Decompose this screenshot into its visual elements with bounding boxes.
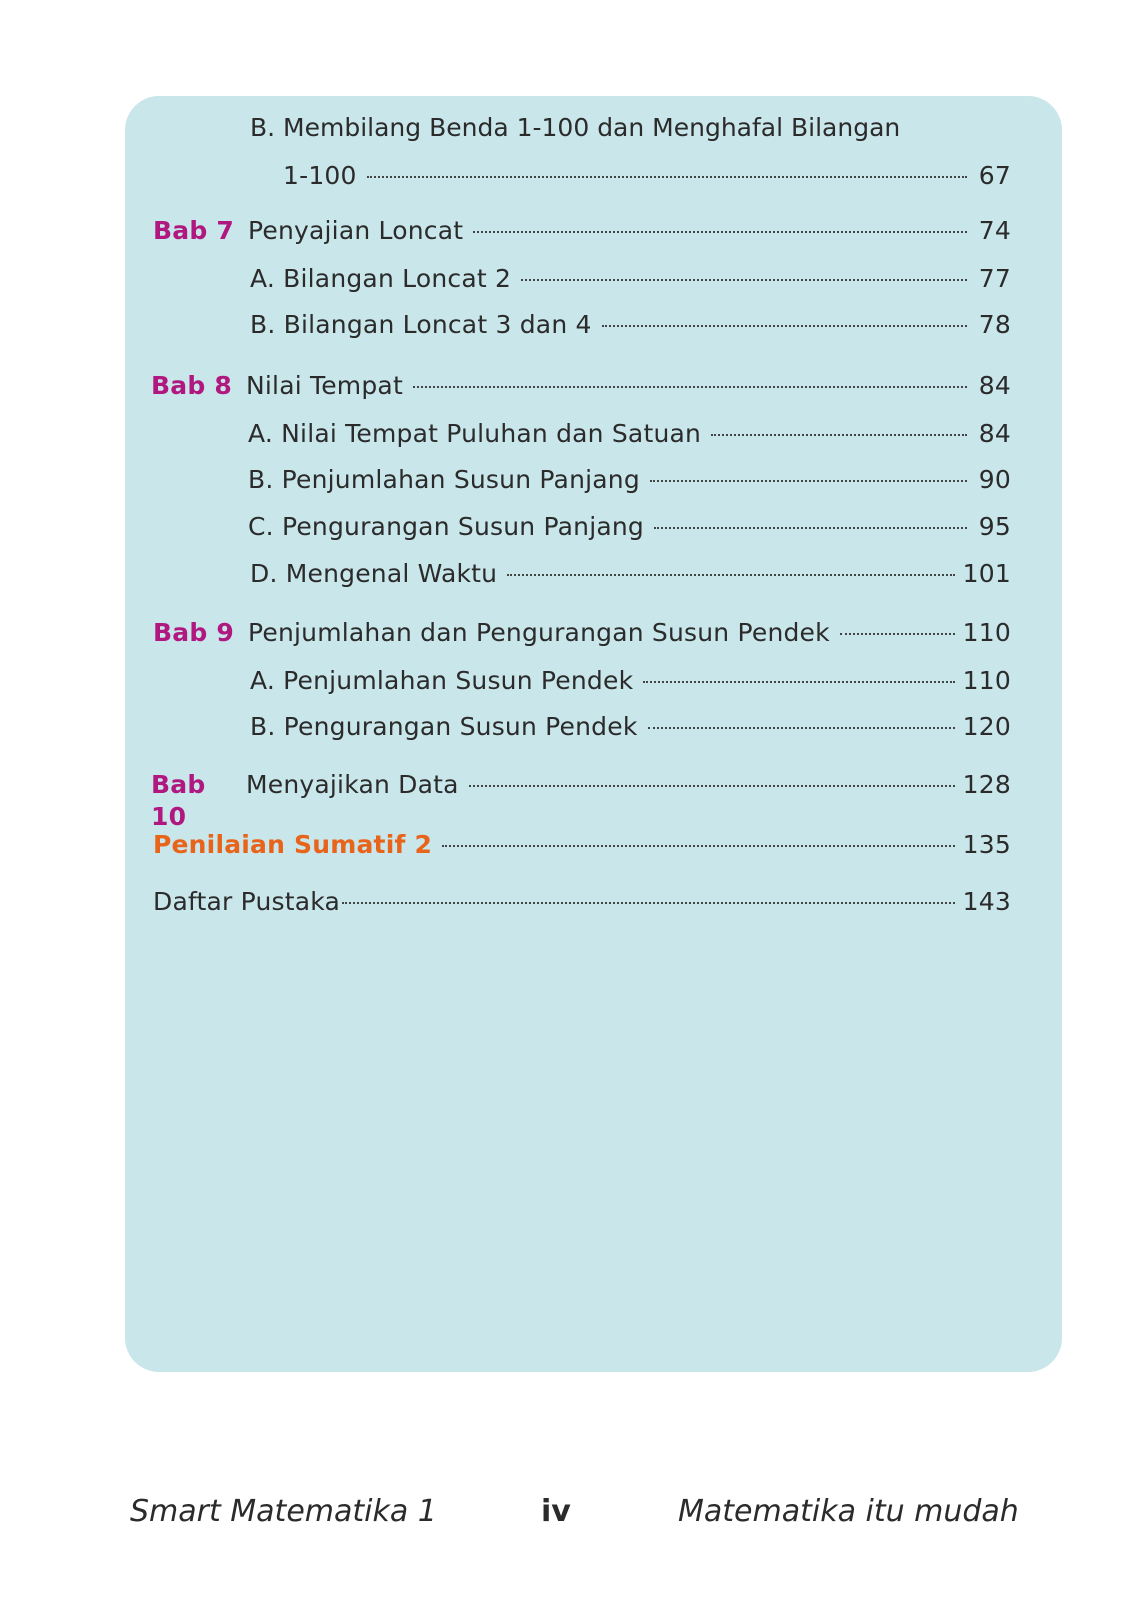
dot-leader — [711, 434, 967, 436]
toc-entry[interactable] — [248, 418, 1011, 450]
toc-entry-title: D. Mengenal Waktu — [250, 559, 498, 588]
toc-entry-title: A. Bilangan Loncat 2 — [250, 264, 512, 293]
toc-entry-title: B. Bilangan Loncat 3 dan 4 — [250, 310, 592, 339]
toc-chapter[interactable] — [153, 617, 1011, 649]
toc-page-number: 84 — [978, 371, 1011, 400]
footer-page-number: iv — [541, 1494, 571, 1529]
chapter-label: Bab 10 — [151, 770, 206, 831]
toc-entry-title: B. Penjumlahan Susun Panjang — [248, 465, 640, 494]
toc-entry[interactable] — [250, 711, 1011, 743]
toc-page-number: 74 — [978, 216, 1011, 245]
dot-leader — [650, 480, 967, 482]
toc-entry-b-membilang-line1: B. Membilang Benda 1-100 dan Menghafal Bilangan — [250, 113, 901, 142]
footer-book-title: Smart Matematika 1 — [130, 1494, 437, 1529]
dot-leader — [413, 386, 967, 388]
toc-page-number: 120 — [962, 712, 1011, 741]
toc-page-number: 67 — [978, 161, 1011, 190]
toc-page-number: 135 — [962, 830, 1011, 859]
toc-entry-title: B. Pengurangan Susun Pendek — [250, 712, 638, 741]
toc-page-number: 101 — [962, 559, 1011, 588]
dot-leader — [521, 279, 967, 281]
toc-bibliography[interactable] — [153, 886, 1011, 918]
toc-entry-title: Daftar Pustaka — [153, 887, 341, 916]
toc-page-number: 143 — [962, 887, 1011, 916]
toc-page-number: 95 — [978, 512, 1011, 541]
chapter-label: Bab 9 — [153, 618, 234, 647]
toc-entry-title: Penyajian Loncat — [248, 216, 464, 245]
footer-tagline: Matematika itu mudah — [678, 1494, 1019, 1529]
toc-page-number: 90 — [978, 465, 1011, 494]
toc-entry[interactable] — [250, 558, 1011, 590]
toc-chapter[interactable] — [153, 215, 1011, 247]
dot-leader — [469, 785, 955, 787]
toc-entry[interactable] — [283, 160, 1011, 192]
chapter-label: Bab 8 — [151, 371, 232, 400]
toc-entry[interactable] — [248, 464, 1011, 496]
toc-entry-title: A. Penjumlahan Susun Pendek — [250, 666, 634, 695]
toc-entry-title: Menyajikan Data — [246, 770, 459, 799]
toc-entry-title: A. Nilai Tempat Puluhan dan Satuan — [248, 419, 702, 448]
toc-page-number: 110 — [962, 618, 1011, 647]
toc-chapter[interactable] — [151, 769, 1011, 833]
toc-entry[interactable] — [250, 263, 1011, 295]
toc-page-number: 128 — [962, 770, 1011, 799]
dot-leader — [507, 574, 954, 576]
dot-leader — [473, 231, 967, 233]
toc-entry[interactable] — [250, 309, 1011, 341]
toc-entry-title: 1-100 — [283, 161, 357, 190]
toc-page-number: 77 — [978, 264, 1011, 293]
toc-chapter[interactable] — [151, 370, 1011, 402]
dot-leader — [367, 176, 967, 178]
toc-page-number: 110 — [962, 666, 1011, 695]
toc-entry[interactable] — [248, 511, 1011, 543]
toc-sumatif[interactable] — [153, 829, 1011, 861]
dot-leader — [840, 633, 955, 635]
toc-page-number: 84 — [978, 419, 1011, 448]
toc-entry-title: C. Pengurangan Susun Panjang — [248, 512, 644, 541]
chapter-label: Bab 7 — [153, 216, 234, 245]
dot-leader — [643, 681, 954, 683]
toc-entry-title: Penilaian Sumatif 2 — [153, 830, 433, 859]
dot-leader — [342, 902, 955, 904]
toc-entry[interactable] — [250, 665, 1011, 697]
dot-leader — [602, 325, 967, 327]
toc-page-number: 78 — [978, 310, 1011, 339]
dot-leader — [648, 727, 955, 729]
dot-leader — [654, 527, 967, 529]
toc-entry-title: Penjumlahan dan Pengurangan Susun Pendek — [248, 618, 830, 647]
dot-leader — [442, 845, 955, 847]
toc-entry-title: Nilai Tempat — [246, 371, 403, 400]
